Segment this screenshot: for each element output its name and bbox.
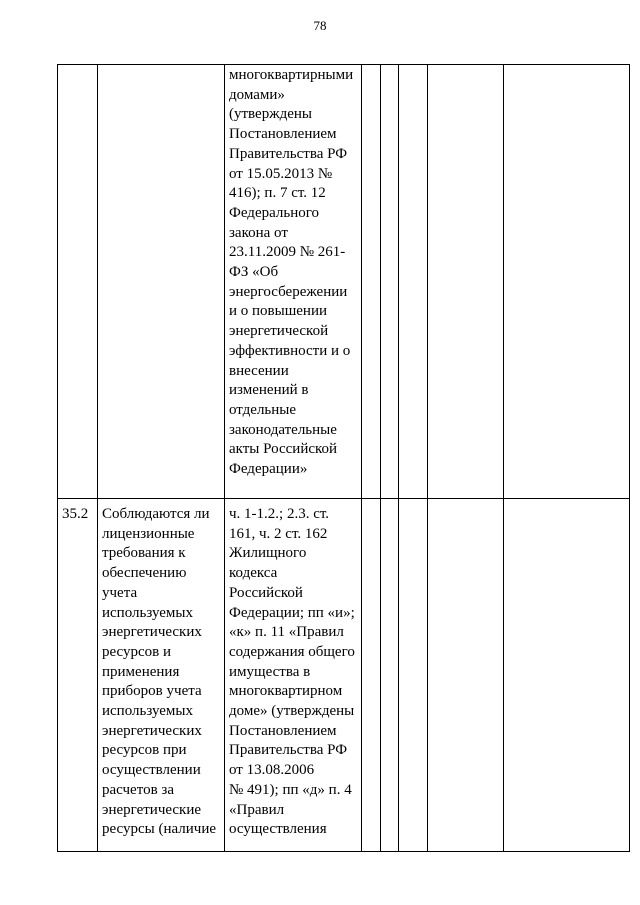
text-line: «Правил [229, 801, 285, 818]
text-line: лицензионные [102, 525, 195, 542]
column-divider [380, 64, 381, 852]
text-line: Федерального [229, 204, 320, 221]
text-line: эффективности и о [229, 342, 351, 359]
text-line: от 13.08.2006 [229, 762, 315, 779]
table-left-border [57, 64, 58, 852]
text-line: от 15.05.2013 № [229, 165, 333, 182]
column-divider [97, 64, 98, 852]
text-line: энергетической [229, 323, 329, 340]
text-line: Правительства РФ [229, 145, 348, 162]
text-line: ресурсы (наличие [102, 821, 217, 838]
text-line: Российской [229, 584, 303, 601]
text-line: расчетов за [102, 781, 174, 798]
text-line: отдельные [229, 401, 297, 418]
text-line: применения [102, 663, 180, 680]
text-line: «к» п. 11 «Правил [229, 624, 344, 641]
column-divider [361, 64, 362, 852]
text-line: многоквартирном [229, 683, 343, 700]
text-line: осуществления [229, 821, 327, 838]
text-line: Федерации» [229, 461, 308, 478]
text-line: энергосбережении [229, 283, 348, 300]
table-right-border [629, 64, 630, 852]
text-line: многоквартирными [229, 67, 354, 83]
text-line: ресурсов и [102, 643, 172, 660]
text-line: Правительства РФ [229, 742, 348, 759]
page-number: 78 [313, 18, 327, 33]
row2-reference-cell [229, 505, 355, 840]
text-line: приборов учета [102, 683, 202, 700]
row2-question-cell [102, 505, 216, 840]
text-line: внесении [229, 362, 289, 379]
text-line: кодекса [229, 565, 278, 582]
column-divider [224, 64, 225, 852]
text-line: ч. 1-1.2.; 2.3. ст. [229, 506, 330, 522]
text-line: ресурсов при [102, 742, 187, 759]
text-line: и о повышении [229, 303, 328, 320]
text-line: Федерации; пп «и»; [229, 604, 355, 621]
table-bottom-border [57, 851, 630, 852]
text-line: акты Российской [229, 441, 338, 458]
text-line: энергетических [102, 722, 202, 739]
text-line: энергетические [102, 801, 202, 818]
text-line: Жилищного [229, 545, 307, 562]
text-line: учета [102, 584, 138, 601]
text-line: Постановлением [229, 126, 337, 143]
text-line: используемых [102, 604, 193, 621]
row1-reference-cell [229, 66, 353, 480]
text-line: обеспечению [102, 565, 187, 582]
text-line: 161, ч. 2 ст. 162 [229, 525, 328, 542]
text-line: (утверждены [229, 106, 312, 123]
text-line: используемых [102, 703, 193, 720]
text-line: доме» (утверждены [229, 703, 355, 720]
text-line: закона от [229, 224, 288, 241]
text-line: осуществлении [102, 762, 201, 779]
text-line: № 491); пп «д» п. 4 [229, 781, 352, 798]
text-line: изменений в [229, 382, 309, 399]
text-line: ФЗ «Об [229, 264, 279, 281]
table-top-border [57, 64, 630, 65]
column-divider [427, 64, 428, 852]
row2-number-cell: 35.2 [62, 506, 89, 522]
text-line: требования к [102, 545, 186, 562]
text-line: энергетических [102, 624, 202, 641]
row-divider [57, 498, 630, 499]
column-divider [503, 64, 504, 852]
text-line: Постановлением [229, 722, 337, 739]
text-line: законодательные [229, 421, 337, 438]
text-line: имущества в [229, 663, 311, 680]
text-line: Соблюдаются ли [102, 506, 210, 522]
text-line: домами» [229, 86, 285, 103]
text-line: 416); п. 7 ст. 12 [229, 185, 326, 202]
text-line: содержания общего [229, 643, 355, 660]
text-line: 23.11.2009 № 261- [229, 244, 346, 261]
column-divider [398, 64, 399, 852]
